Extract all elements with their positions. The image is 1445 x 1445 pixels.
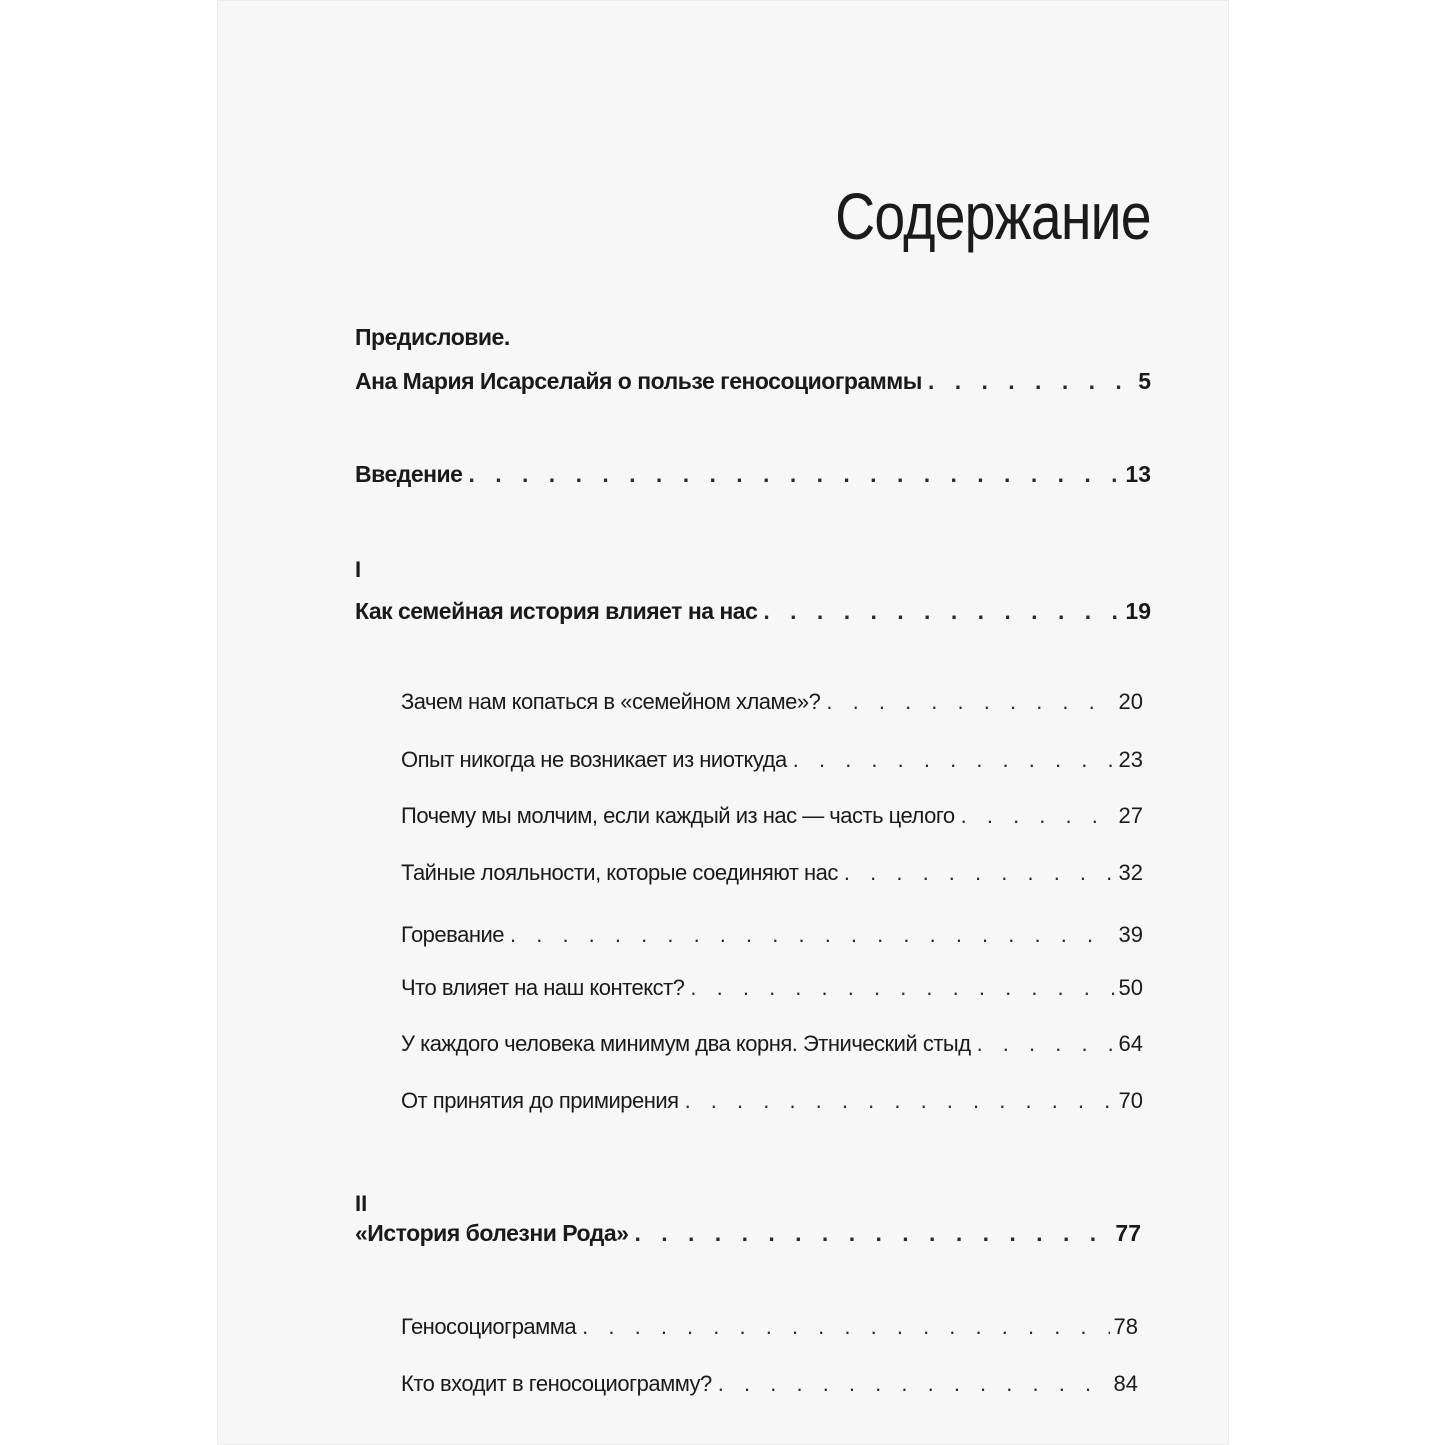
toc-subentry-label: От принятия до примирения (401, 1088, 679, 1113)
toc-subentry-label: У каждого человека минимум два корня. Этнический стыд (401, 1031, 971, 1056)
toc-entry-label: Как семейная история влияет на нас (355, 598, 758, 624)
toc-subentry (401, 1371, 1138, 1397)
toc-subentry (401, 1314, 1138, 1340)
toc-subentry-label: Кто входит в геносоциограмму? (401, 1371, 712, 1396)
preface-heading: Предисловие. (355, 324, 510, 350)
toc-entry-label: Ана Мария Исарселайя о пользе геносоциограммы (355, 368, 922, 394)
toc-subentry-page: 50 (1118, 975, 1143, 1000)
leader-dots (718, 1371, 1110, 1397)
leader-dots (510, 922, 1115, 948)
toc-subentry (401, 1088, 1143, 1114)
leader-dots (634, 1220, 1111, 1247)
toc-subentry-label: Зачем нам копаться в «семейном хламе»? (401, 689, 821, 714)
toc-subentry-page: 64 (1118, 1031, 1143, 1056)
toc-subentry-label: Что влияет на наш контекст? (401, 975, 685, 1000)
leader-dots (826, 689, 1114, 715)
leader-dots (468, 461, 1121, 488)
toc-subentry-label: Опыт никогда не возникает из ниоткуда (401, 747, 787, 772)
toc-subentry-page: 84 (1113, 1371, 1138, 1396)
page-title: Содержание (835, 179, 1151, 253)
toc-entry-page: 13 (1125, 461, 1151, 487)
toc-entry-preface (355, 368, 1151, 395)
part-numeral: I (355, 557, 362, 582)
leader-dots (685, 1088, 1115, 1114)
toc-subentry-page: 27 (1118, 803, 1143, 828)
book-page (217, 0, 1229, 1445)
toc-entry-intro (355, 461, 1151, 488)
toc-subentry-label: Геносоциограмма (401, 1314, 577, 1339)
toc-subentry (401, 1031, 1143, 1057)
toc-entry-label: Введение (355, 461, 463, 487)
toc-entry-page: 19 (1125, 598, 1151, 624)
toc-subentry-label: Почему мы молчим, если каждый из нас — часть целого (401, 803, 955, 828)
toc-subentry-page: 70 (1118, 1088, 1143, 1113)
toc-subentry (401, 689, 1143, 715)
toc-subentry (401, 975, 1143, 1001)
leader-dots (977, 1031, 1115, 1057)
toc-entry-part1 (355, 598, 1151, 625)
toc-subentry-page: 23 (1118, 747, 1143, 772)
toc-subentry-page: 20 (1118, 689, 1143, 714)
toc-subentry-page: 32 (1118, 860, 1143, 885)
leader-dots (763, 598, 1121, 625)
toc-entry-label: «История болезни Рода» (355, 1220, 629, 1246)
toc-subentry-page: 39 (1118, 922, 1143, 947)
toc-subentry (401, 803, 1143, 829)
toc-entry-part2 (355, 1220, 1141, 1247)
leader-dots (928, 368, 1134, 395)
leader-dots (582, 1314, 1109, 1340)
toc-subentry-page: 78 (1113, 1314, 1138, 1339)
part-numeral: II (355, 1191, 368, 1216)
leader-dots (961, 803, 1115, 829)
toc-entry-page: 5 (1138, 368, 1151, 394)
leader-dots (690, 975, 1114, 1001)
leader-dots (793, 747, 1115, 773)
toc-subentry-label: Тайные лояльности, которые соединяют нас (401, 860, 838, 885)
toc-subentry (401, 747, 1143, 773)
toc-subentry (401, 922, 1143, 948)
toc-subentry-label: Горевание (401, 922, 504, 947)
toc-subentry (401, 860, 1143, 886)
toc-entry-page: 77 (1115, 1220, 1141, 1246)
leader-dots (844, 860, 1115, 886)
